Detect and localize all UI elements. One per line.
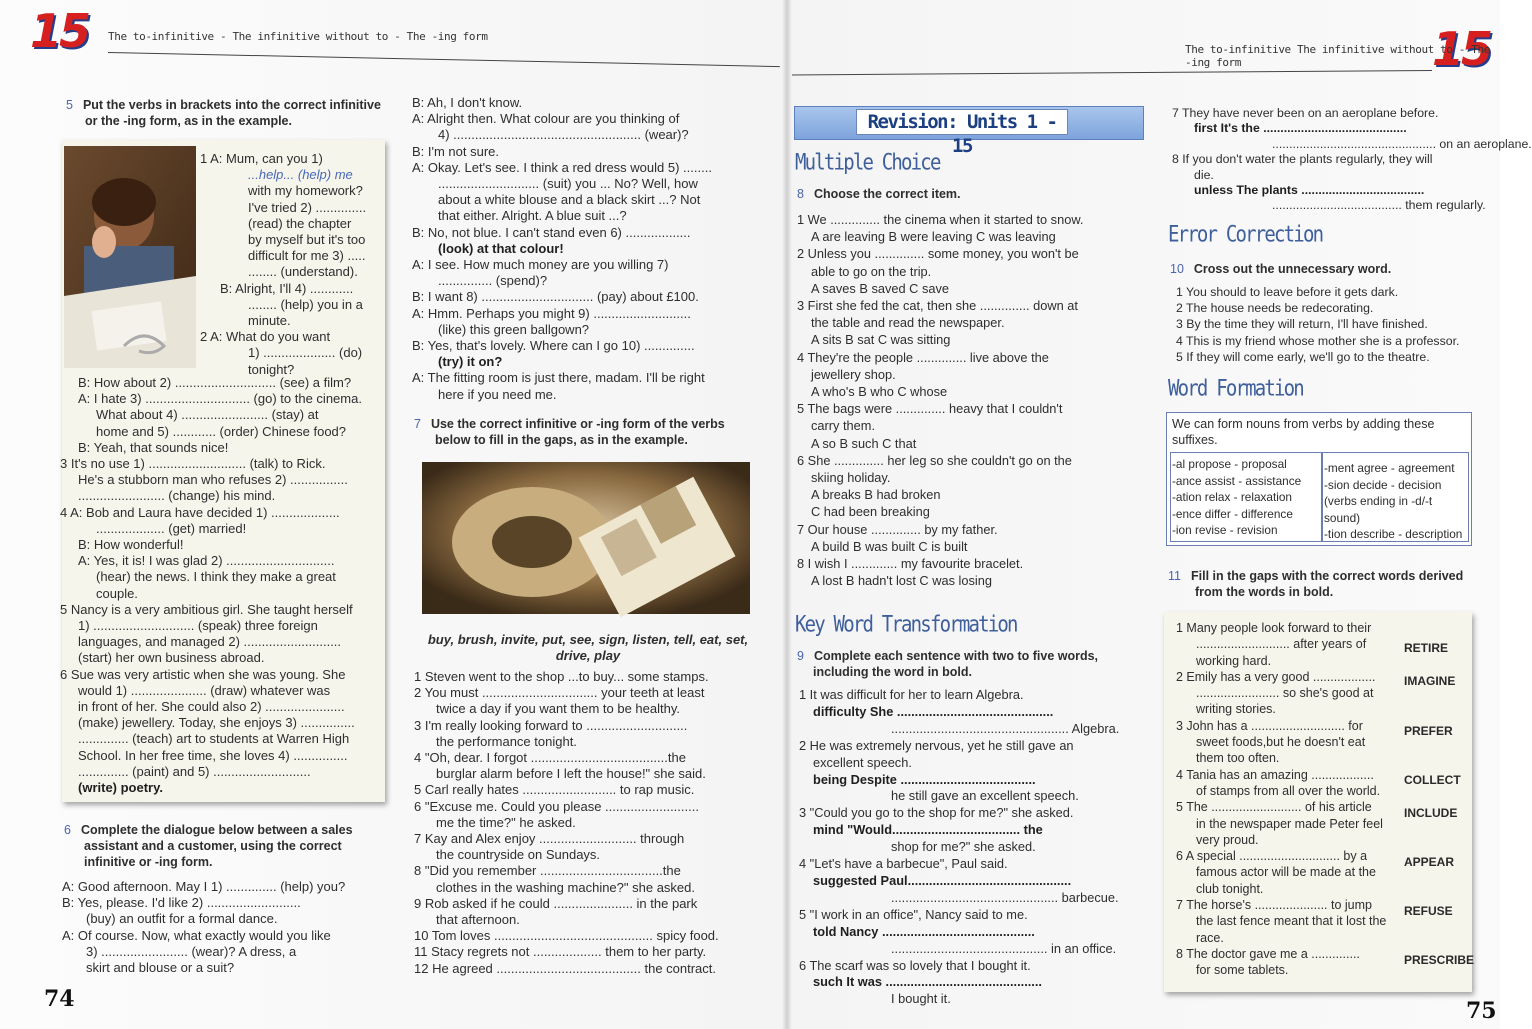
keyword-retire: RETIRE: [1404, 641, 1449, 655]
keyword-imagine: IMAGINE: [1404, 674, 1456, 688]
ex8-items: 1 We .............. the cinema when it started to snow. A are leaving B were leaving C was leaving 2 Unless you .............. some money, you won't be able to go on the trip. A saves B saved C save 3 First she fed the cat, then she .............. down at the table and read the newspaper. A sits B sat C was sitting 4 They're the people .............. live above the jewellery shop. A who's B who C whose 5 The bags were .............. heavy that I couldn't carry them. A so B such C that 6 She .............. her leg so she couldn't go on the skiing holiday. A breaks B had broken C had been breaking 7 Our house .............. by my father. A build B was built C is built 8 I wish I ............. my favourite bracelet. A lost B hadn't lost C was losing: [797, 212, 1084, 589]
word-formation-title: Word Formation: [1168, 376, 1303, 402]
ex8-number: 8: [797, 187, 804, 201]
keyword-appear: APPEAR: [1404, 855, 1455, 869]
ex7-heading: 7 Use the correct infinitive or -ing form of the verbs below to fill in the gaps, as in the example.: [414, 417, 725, 448]
keyword-refuse: REFUSE: [1404, 904, 1453, 918]
boy-homework-photo: [64, 146, 196, 368]
suffix-list-right: -ment agree - agreement -sion decide - decision (verbs ending in -d/-t sound) -tion describe - description: [1324, 461, 1463, 542]
running-head-right: The to-infinitive The infinitive without to - The -ing form: [1185, 43, 1490, 69]
ex11-heading: 11 Fill in the gaps with the correct words derived from the words in bold.: [1168, 569, 1464, 600]
keyword-collect: COLLECT: [1404, 773, 1461, 787]
ex6-number: 6: [64, 823, 71, 837]
ex6-dialogue-cont: B: Ah, I don't know. A: Alright then. What colour are you thinking of 4) .................................................... (wear)? B: I'm not sure. A: Okay. Let's see. I think a red dress would 5) ........ ............................ (suit) you ... No? Well, how about a white blouse and a black skirt ...? Not that either. Alright. A blue suit ...? B: No, not blue. I can't stand even 6) .................. (look) at that colour! A: I see. How much money are you willing 7) ............... (spend)? B: I want 8) ............................... (pay) about £100. A: Hmm. Perhaps you might 9) ........................... (like) this green ballgown? B: Yes, that's lovely. Where can I go 10) .............. (try) it on? A: The fitting room is just there, madam. I'll be right here if you need me.: [412, 95, 712, 402]
stamps-photo: [422, 462, 750, 614]
unit-number-left: 15: [30, 4, 89, 58]
ex9-heading: 9 Complete each sentence with two to five words, including the word in bold.: [797, 649, 1099, 680]
keyword-include: INCLUDE: [1404, 806, 1458, 820]
ex7-verb-box: buy, brush, invite, put, see, sign, listen, tell, eat, set, drive, play: [427, 632, 749, 664]
ex10-heading: 10 Cross out the unnecessary word.: [1170, 262, 1392, 276]
header-rule-right: [792, 70, 1432, 75]
ex5-items-bottom: B: How about 2) ............................ (see) a film? A: I hate 3) ............................. (go) to the cinema. What about 4) ........................ (stay) at home and 5) ............ (order) Chinese food? B: Yeah, that sounds nice! 3 It's no use 1) ........................... (talk) to Rick. He's a stubborn man who refuses 2) ................ ........................ (change) his mind. 4 A: Bob and Laura have decided 1) ................... ................... (get) married! B: How wonderful! A: Yes, it is! I was glad 2) .............................. (hear) the news. I think they make a great couple. 5 Nancy is a very ambitious girl. She taught herself 1) ............................ (speak) three foreign languages, and managed 2) ........................... (start) her own business abroad. 6 Sue was very artistic when she was young. She would 1) ..................... (draw) whatever was in front of her. She could also 2) ...................... (make) jewellery. Today, she enjoys 3) ............... .............. (teach) art to students at Warren High School. In her free time, she loves 4) ............... .............. (paint) and 5) ........................... (write) poetry.: [60, 375, 362, 796]
ex11-items: 1 Many people look forward to their ........................... after years of working hard. 2 Emily has a very good .................. ........................ so she's good at writing stories. 3 John has a ........................... for sweet foods,but he doesn't eat them too often. 4 Tania has an amazing .................. of stamps from all over the world. 5 The .......................... of his article in the newspaper made Peter feel very proud. 6 A special ............................. by a famous actor will be made at the club tonight. 7 The horse's ..................... to jump the last fence meant that it lost the race. 8 The doctor gave me a .............. for some tablets.: [1176, 621, 1387, 978]
ex10-number: 10: [1170, 262, 1184, 276]
suffix-box-intro: We can form nouns from verbs by adding these suffixes.: [1172, 417, 1435, 447]
ex5-number: 5: [66, 98, 73, 112]
ex11-number: 11: [1168, 569, 1181, 583]
page-number-left: 74: [44, 986, 75, 1012]
header-rule-left: [108, 52, 780, 67]
ex6-dialogue-start: A: Good afternoon. May I 1) .............. (help) you? B: Yes, please. I'd like 2) .......................... (buy) an outfit for a formal dance. A: Of course. Now, what exactly would you like 3) ........................ (wear)? A dress, a skirt and blouse or a suit?: [62, 879, 346, 976]
ex5-items-top: 1 A: Mum, can you 1) ...help... (help) me with my homework? I've tried 2) .............. (read) the chapter by myself but it's too difficult for me 3) ..... ........ (understand). B: Alright, I'll 4) ............ ........ (help) you in a minute. 2 A: What do you want 1) .................... (do) tonight?: [200, 151, 367, 377]
ex10-items: 1 You should to leave before it gets dark. 2 The house needs be redecorating. 3 By the time they will return, I'll have finished. 4 This is my friend whose mother she is a professor. 5 If they will come early, we'll go to the theatre.: [1176, 285, 1460, 364]
ex9-items: 1 It was difficult for her to learn Algebra. difficulty She ............................................ .................................................. Algebra. 2 He was extremely nervous, yet he still gave an excellent speech. being Despite ...................................... he still gave an excellent speech. 3 "Could you go to the shop for me?" she asked. mind "Would.................................... the shop for me?" she asked. 4 "Let's have a barbecue", Paul said. suggested Paul.............................................. ............................................... barbecue. 5 "I work in an office", Nancy said to me. told Nancy ........................................... ............................................ in an office. 6 The scarf was so lovely that I bought it. such It was ............................................ I bought it.: [799, 687, 1120, 1007]
ex7-number: 7: [414, 417, 421, 431]
page-number-right: 75: [1466, 998, 1497, 1024]
key-word-transformation-title: Key Word Transformation: [795, 612, 1017, 638]
kwt-items-cont: 7 They have never been on an aeroplane before. first It's the .......................................... ................................................ on an aeroplane. 8 If you don't water the plants regularly, they will die. unless The plants .................................... ...................................... them regularly.: [1172, 106, 1532, 213]
unit-number-right: 15: [1432, 22, 1491, 76]
keyword-prefer: PREFER: [1404, 724, 1453, 738]
ex6-heading: 6 Complete the dialogue below between a sales assistant and a customer, using the correct infinitive or -ing form.: [64, 823, 353, 870]
error-correction-title: Error Correction: [1168, 222, 1323, 248]
suffix-list-left: -al propose - proposal -ance assist - assistance -ation relax - relaxation -ence differ - difference -ion revise - revision: [1172, 457, 1302, 538]
book-spine: [782, 0, 792, 1029]
ex8-heading: 8 Choose the correct item.: [797, 187, 961, 201]
ex9-number: 9: [797, 649, 804, 663]
ex5-heading: 5 Put the verbs in brackets into the correct infinitive or the -ing form, as in the example.: [66, 98, 381, 129]
running-head-left: The to-infinitive - The infinitive without to - The -ing form: [108, 30, 488, 43]
revision-title: Revision: Units 1 - 15: [856, 109, 1068, 135]
keyword-prescribe: PRESCRIBE: [1404, 953, 1475, 967]
ex7-items: 1 Steven went to the shop ...to buy... some stamps. 2 You must ................................ your teeth at least twice a day if you want them to be healthy. 3 I'm really looking forward to ............................ the performance tonight. 4 "Oh, dear. I forgot ......................................the burglar alarm before I left the house!" she said. 5 Carl really hates .......................... to rap music. 6 "Excuse me. Could you please .......................... me the time?" he asked. 7 Kay and Alex enjoy ........................... through the countryside on Sundays. 8 "Did you remember ..................................the clothes in the washing machine?" she asked. 9 Rob asked if he could ...................... in the park that afternoon. 10 Tom loves ............................................ spicy food. 11 Stacy regrets not ................... them to her party. 12 He agreed ........................................ the contract.: [414, 669, 719, 976]
multiple-choice-title: Multiple Choice: [795, 150, 940, 176]
